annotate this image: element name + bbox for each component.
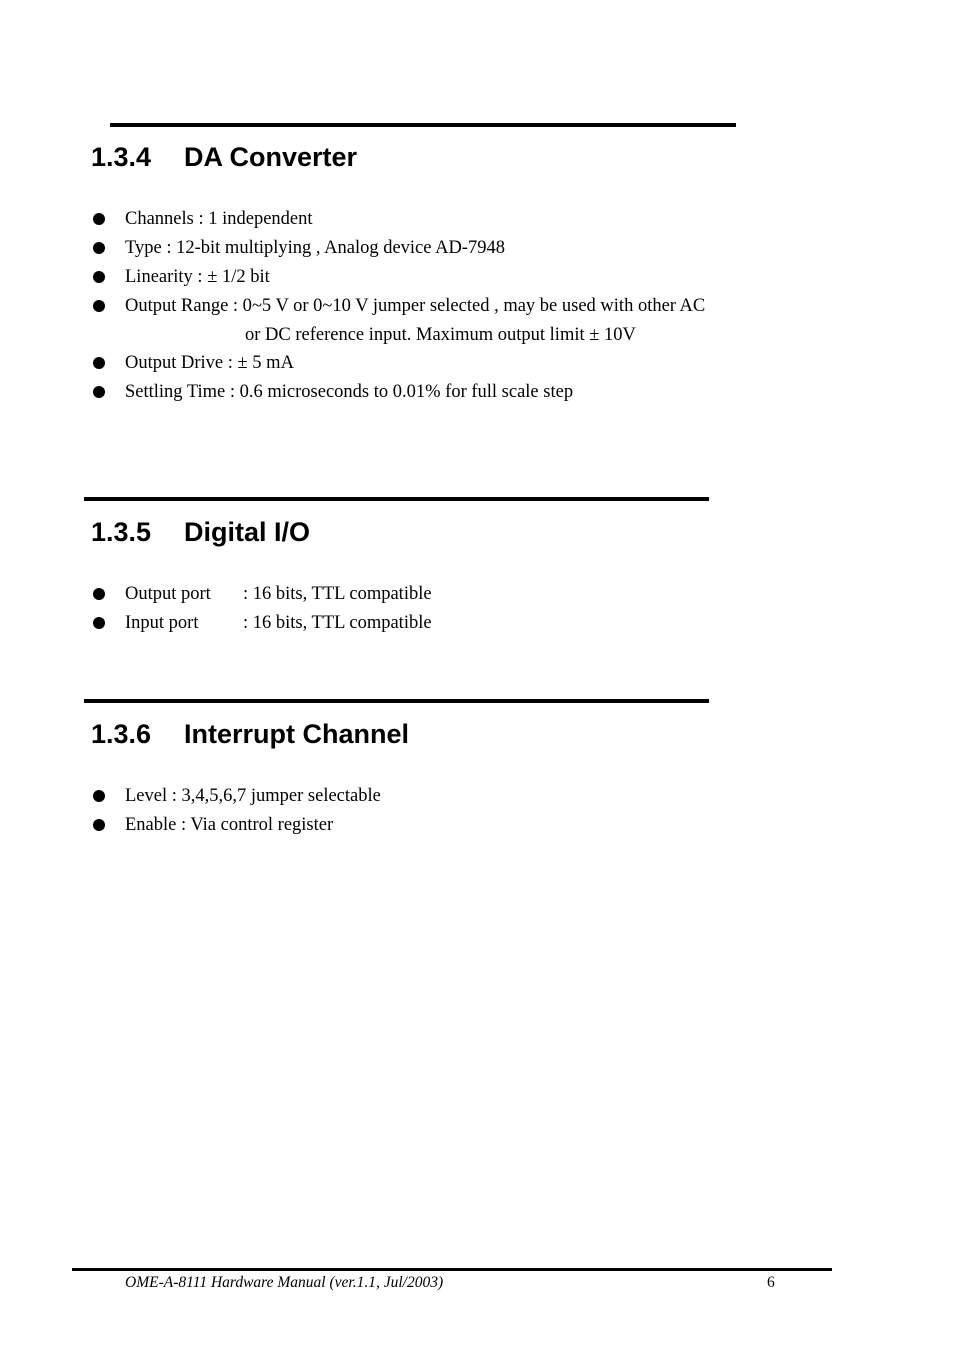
list-item-text: Output Drive : ± 5 mA [125, 353, 294, 373]
section-heading-digital-io [91, 516, 310, 548]
list-item-text: Output Range : 0~5 V or 0~10 V jumper selected , may be used with other AC [125, 296, 706, 316]
bullet-icon [93, 588, 105, 600]
port-label: Output port [125, 584, 211, 604]
footer-manual-title: OME-A-8111 Hardware Manual (ver.1.1, Jul/2003) [125, 1274, 444, 1291]
section-title: DA Converter [184, 142, 358, 172]
port-value: : 16 bits, TTL compatible [243, 613, 432, 633]
section-number: 1.3.5 [91, 517, 152, 547]
port-label: Input port [125, 613, 199, 633]
list-item-text: Type : 12-bit multiplying , Analog device AD-7948 [125, 238, 505, 258]
section-divider [84, 699, 709, 703]
bullet-icon [93, 819, 105, 831]
list-item-text: Enable : Via control register [125, 815, 334, 835]
section-title: Digital I/O [184, 517, 311, 547]
port-value: : 16 bits, TTL compatible [243, 584, 432, 604]
section-heading-da-converter [91, 141, 357, 173]
bullet-icon [93, 357, 105, 369]
section-divider [110, 123, 736, 127]
bullet-icon [93, 300, 105, 312]
bullet-icon [93, 213, 105, 225]
section-heading-interrupt-channel [91, 718, 409, 750]
list-item-continuation: or DC reference input. Maximum output limit ± 10V [245, 325, 636, 345]
list-item-text: Channels : 1 independent [125, 209, 313, 229]
bullet-icon [93, 386, 105, 398]
list-item-text: Level : 3,4,5,6,7 jumper selectable [125, 786, 381, 806]
section-title: Interrupt Channel [184, 719, 410, 749]
bullet-icon [93, 242, 105, 254]
section-divider [84, 497, 709, 501]
bullet-icon [93, 790, 105, 802]
bullet-icon [93, 271, 105, 283]
page-number: 6 [767, 1274, 775, 1291]
section-number: 1.3.6 [91, 719, 152, 749]
footer-divider [72, 1268, 832, 1271]
bullet-icon [93, 617, 105, 629]
list-item-text: Settling Time : 0.6 microseconds to 0.01% for full scale step [125, 382, 574, 402]
list-item-text: Linearity : ± 1/2 bit [125, 267, 270, 287]
section-number: 1.3.4 [91, 142, 152, 172]
